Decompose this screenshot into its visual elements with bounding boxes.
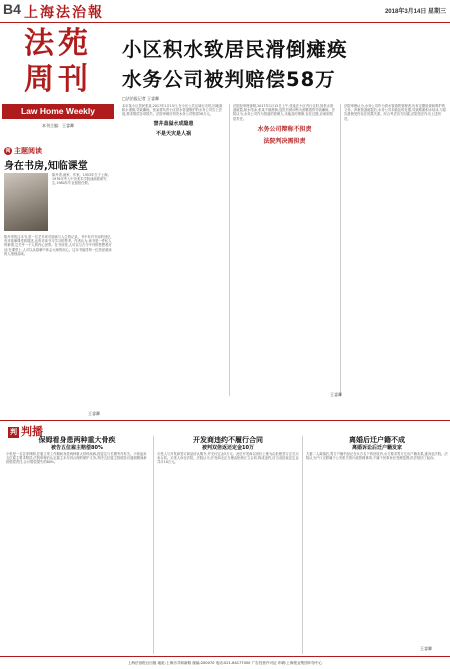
- section-badge-icon: 判: [10, 427, 17, 436]
- bottom-section-text: 判播: [21, 425, 43, 438]
- article-text: 夫妻二人离婚后,男方户籍仍登记在女方名下的房屋内,女方要求男方迁出户籍未果,遂诉至法院。法院认为户口迁移属于公安机关的行政管理事项,不属于民事诉讼受理范围,依法驳回了起诉。: [306, 452, 448, 461]
- article-headline: 离婚后迁户籍不成: [349, 436, 405, 444]
- column-divider: [153, 436, 154, 654]
- column-divider: [229, 104, 230, 396]
- left-article-author: 王睿卿: [88, 411, 100, 416]
- news-column-3: [344, 104, 447, 396]
- article-subheadline: 离婚诉讼后迁户籍发家: [351, 445, 402, 451]
- article-text: 买受人与开发商签订商品房认购书,并支付定金5万元。此后开发商以房价上涨为由拒绝签订正式买卖合同。买受人诉至法院。法院认为,开发商无正当理由拒绝订立合同,构成违约,应当双倍返还定金共计10万元。: [157, 452, 299, 465]
- masthead-english: Law Home Weekly: [2, 104, 114, 119]
- author-photo: [4, 173, 48, 231]
- subheading: 不是天灾是人祸: [155, 130, 191, 137]
- photo-caption: 陈丹青,画家、作家。1953年生于上海。1978年考入中央美术学院油画系研究生,1980年毕业留校任教。: [52, 173, 111, 186]
- page-header: [0, 0, 450, 23]
- main-headline: [122, 35, 448, 95]
- article-headline: 开发商违约不履行合同: [193, 436, 263, 444]
- masthead: [2, 26, 114, 137]
- article-text: 小张是一名住家保姆,在雇主家工作期间身患两种重大骨科疾病,经鉴定与长期劳作有关。小张起诉五位雇主要求赔偿,法院审理后认定雇主未尽到合理的保护义务,判决五位雇主按照各自雇佣期间承担赔偿责任,合计赔偿损失的80%。: [6, 452, 147, 465]
- bottom-article-1: [6, 436, 148, 654]
- issue-date: 2018年3月14日 星期三: [384, 9, 446, 15]
- news-author: 王睿卿: [330, 392, 342, 397]
- newspaper-logo: 上海法治報: [24, 6, 104, 21]
- news-text: 法院审理认为,水务公司作为供水管道的管理者,负有定期检查和维护的义务。涉案管道破裂后,水务公司未能及时处置,导致路面积水结冰,与原告滑倒受伤存在因果关系。综合考虑各方因素,法院依法作出上述判决。: [344, 104, 447, 121]
- subheading: 窨井盖溢水成隐患: [153, 120, 194, 127]
- headline-line-1: 小区积水致居民滑倒瘫痪: [122, 38, 348, 61]
- read-icon: 阅: [5, 148, 11, 154]
- byline: □法治报记者 王睿卿: [122, 96, 160, 101]
- column-divider: [340, 104, 341, 396]
- headline-line-2: 水务公司被判赔偿58万: [122, 68, 336, 91]
- left-article-body: 陈丹青的这本书,是一位艺术家对阅读与人生的记录。书中有对书房的回忆,有对临摹课堂的描述,也有对读书与学习的思考。作者认为,读书是一件私人的事情,它关乎一个人的内心世界。在书房里,人可以与古今中外的思想者对话;在课堂上,人可以从临摹中体会大师的用心。这本书值得每一位热爱阅读的人细细品味。: [4, 235, 112, 256]
- section-label-text: 主题阅读: [14, 147, 42, 155]
- masthead-title-1: 法苑: [24, 26, 92, 61]
- left-column: [0, 23, 116, 420]
- section-label: [4, 146, 42, 156]
- masthead-title-2: 周刊: [24, 62, 92, 97]
- left-article-title: 身在书房,知临课堂: [4, 161, 88, 172]
- page-number: B4: [3, 1, 21, 17]
- news-text: 本市某小区居民张某,2017年1月15日,在小区公共区域行走时,因地面积水滑倒,导致瘫痪。张某将负责小区供水管道维护的水务公司告上法庭,要求赔偿各项损失。法院审理后判决水务公司赔偿58万元。: [122, 104, 223, 117]
- bottom-author: 王睿卿: [420, 646, 432, 651]
- subheading-red: 法院判决需担责: [263, 137, 306, 145]
- column-divider: [302, 436, 303, 654]
- news-column-1: [122, 104, 225, 396]
- news-text: 法院经审理查明,2017年1月15日上午,张某在小区内行走时,因供水管道破裂,积水结冰,张某不慎滑倒,送医后被诊断为颈椎损伤导致瘫痪。法院认为,水务公司作为管道的管理人,未能及时维修,存在过错,应承担赔偿责任。: [233, 104, 336, 121]
- subheading-red: 水务公司辩称不担责: [257, 125, 312, 133]
- article-subheadline: 被判双倍返还定金10万: [202, 445, 254, 451]
- page-footer: 上海法治报社出版 地址:上海市共和新路 邮编:200070 电话:021-64177000 广告经营许可证 印刷:上海报业集团印务中心: [0, 656, 450, 669]
- news-column-2: [233, 104, 336, 396]
- bottom-article-3: [306, 436, 448, 654]
- article-subheadline: 被告五位雇主赔偿80%: [51, 445, 103, 451]
- section-rule: [0, 420, 450, 421]
- article-headline: 保姆看身患两种重大骨疾: [38, 436, 116, 444]
- bottom-article-2: [157, 436, 299, 654]
- masthead-editor: 本刊主编：王睿卿: [42, 123, 74, 128]
